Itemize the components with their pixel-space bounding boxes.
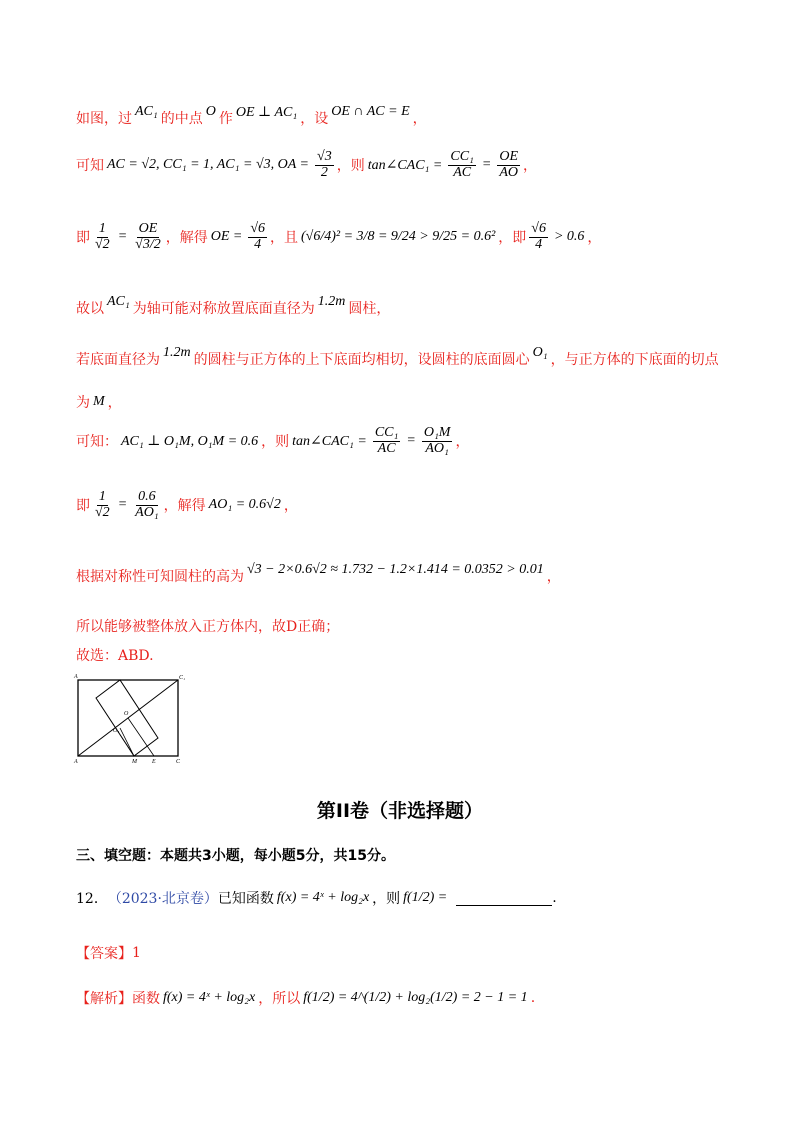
- label-C1: C₁: [179, 675, 186, 681]
- question-source: （2023·北京卷）: [107, 891, 218, 907]
- label-A-top: A: [74, 674, 78, 680]
- label-M: M: [132, 759, 137, 765]
- denominator: √3/2: [135, 236, 161, 252]
- math: f(1/2) =: [403, 890, 448, 905]
- math: f(x) = 4ˣ + log₂x: [276, 890, 370, 905]
- math: tan∠CAC₁ =: [367, 157, 443, 173]
- numerator: √6: [250, 221, 266, 236]
- fraction: [373, 426, 401, 456]
- fraction: [315, 150, 334, 180]
- text: ，且: [270, 230, 299, 247]
- label-O: O: [124, 711, 129, 717]
- fraction: [133, 490, 161, 520]
- math: AO₁ = 0.6√2: [208, 497, 281, 513]
- text: 可知: [76, 158, 104, 175]
- math: M: [93, 394, 105, 409]
- text: ，所以: [258, 991, 301, 1007]
- text: 如图，过: [76, 111, 132, 127]
- text: ，则: [372, 891, 401, 907]
- math: =: [117, 497, 128, 513]
- math: AC = √2, CC₁ = 1, AC₁ = √3, OA =: [107, 157, 310, 173]
- answer-line: [76, 943, 740, 963]
- section-heading: 三、填空题：本题共3小题，每小题5分，共15分。: [76, 848, 395, 864]
- geometry-figure: [72, 670, 192, 766]
- math: AC₁: [107, 294, 130, 309]
- math: OE ∩ AC = E: [331, 104, 410, 119]
- math: O: [205, 104, 216, 119]
- label-C: C: [176, 759, 181, 765]
- numerator: OE: [499, 149, 519, 164]
- denominator: 2: [320, 164, 328, 180]
- solution-line-7: [76, 426, 740, 456]
- solution-line-2: [76, 150, 740, 180]
- label-E: E: [152, 759, 156, 765]
- answer-blank: [456, 891, 552, 906]
- text: ，: [107, 395, 122, 411]
- math: 1.2m: [317, 294, 346, 309]
- text: ，解得: [165, 230, 208, 247]
- label-A: A: [74, 759, 78, 765]
- text: 为: [76, 395, 90, 411]
- text: .: [530, 990, 536, 1006]
- fraction: [93, 222, 112, 252]
- math: OE ⊥ AC₁: [235, 104, 298, 120]
- denominator: AO₁: [135, 504, 159, 520]
- numerator: 1: [98, 221, 106, 236]
- text: 圆柱，: [348, 301, 391, 317]
- math: OE =: [210, 229, 243, 245]
- analysis-line: [76, 988, 740, 1008]
- numerator: CC₁: [374, 425, 399, 440]
- denominator: AO₁: [425, 440, 449, 456]
- math: =: [481, 157, 492, 173]
- denominator: 4: [535, 236, 543, 252]
- fraction: [133, 222, 163, 252]
- numerator: O₁M: [423, 425, 451, 440]
- math: f(x) = 4ˣ + log₂x: [163, 990, 256, 1005]
- text: 所以能够被整体放入正方体内，故D正确；: [76, 619, 340, 635]
- denominator: √2: [95, 236, 110, 252]
- question-12: [76, 888, 740, 908]
- math: > 0.6: [553, 229, 585, 245]
- fraction: [529, 222, 548, 252]
- math: =: [406, 433, 416, 449]
- text: 的中点: [160, 111, 203, 127]
- math: =: [117, 229, 128, 245]
- math: √3 − 2×0.6√2 ≈ 1.732 − 1.2×1.414 = 0.0352 > 0.01: [247, 562, 544, 577]
- numerator: 0.6: [138, 489, 156, 504]
- answer-choice-text: 故选：ABD.: [76, 648, 154, 664]
- solution-line-9: [76, 562, 740, 586]
- denominator: AC: [453, 164, 472, 180]
- text: ，: [455, 434, 470, 451]
- text: 即: [76, 230, 90, 247]
- text: 作: [218, 111, 233, 127]
- text: ，则: [336, 158, 365, 175]
- numerator: √6: [531, 221, 546, 236]
- text: .: [552, 890, 557, 906]
- label-O1: O₁: [113, 728, 120, 734]
- text: ，设: [300, 111, 329, 127]
- denominator: AO: [499, 164, 519, 180]
- text: ，: [412, 111, 427, 127]
- text: ，解得: [163, 498, 206, 515]
- numerator: CC₁: [450, 149, 474, 164]
- text: 已知函数: [217, 891, 274, 907]
- text: 根据对称性可知圆柱的高为: [76, 569, 244, 585]
- denominator: AC: [377, 440, 396, 456]
- solution-line-4: [76, 294, 740, 318]
- cylinder-section: [96, 680, 158, 756]
- fraction: [248, 222, 267, 252]
- math: O₁: [532, 345, 548, 360]
- segment-O1M: [120, 728, 134, 756]
- numerator: √3: [317, 149, 332, 164]
- text: ，: [523, 158, 538, 175]
- denominator: 4: [254, 236, 262, 252]
- text: ，则: [261, 434, 290, 451]
- text: ，: [587, 230, 602, 247]
- answer-value: 1: [132, 945, 141, 961]
- text: ，: [283, 498, 298, 515]
- fraction: [448, 150, 476, 180]
- fraction: [422, 426, 453, 456]
- solution-line-1: [76, 104, 740, 128]
- denominator: √2: [95, 504, 110, 520]
- text: 可知：: [76, 434, 118, 451]
- math: tan∠CAC₁ =: [292, 433, 367, 449]
- text: ，即: [498, 230, 527, 247]
- solution-line-3: [76, 222, 740, 252]
- text: 故以: [76, 301, 104, 317]
- fraction: [93, 490, 112, 520]
- text: ，与正方体的下底面的切点: [550, 352, 719, 368]
- solution-line-8: [76, 490, 740, 520]
- math: AC₁: [135, 104, 158, 119]
- math: (√6/4)² = 3/8 = 9/24 > 9/25 = 0.6²: [301, 229, 496, 245]
- text: 函数: [132, 991, 160, 1007]
- math: f(1/2) = 4^(1/2) + log₂(1/2) = 2 − 1 = 1: [303, 990, 528, 1005]
- text: 若底面直径为: [76, 352, 160, 368]
- solution-line-11: [76, 645, 740, 665]
- answer-tag: 【答案】: [76, 946, 132, 962]
- numerator: 1: [98, 489, 106, 504]
- solution-line-6: [76, 392, 740, 412]
- solution-line-5: [76, 345, 740, 369]
- text: 的圆柱与正方体的上下底面均相切，设圆柱的底面圆心: [193, 352, 530, 368]
- text: ，: [546, 569, 561, 585]
- question-number: 12．: [76, 891, 108, 907]
- math: 1.2m: [163, 345, 191, 360]
- analysis-tag: 【解析】: [76, 991, 132, 1007]
- text: 为轴可能对称放置底面直径为: [132, 301, 315, 317]
- solution-line-10: [76, 616, 740, 636]
- part-title: 第II卷（非选择题）: [316, 800, 484, 822]
- text: 即: [76, 498, 90, 515]
- math: AC₁ ⊥ O₁M, O₁M = 0.6: [121, 433, 259, 449]
- numerator: OE: [138, 221, 158, 236]
- fraction: [497, 150, 520, 180]
